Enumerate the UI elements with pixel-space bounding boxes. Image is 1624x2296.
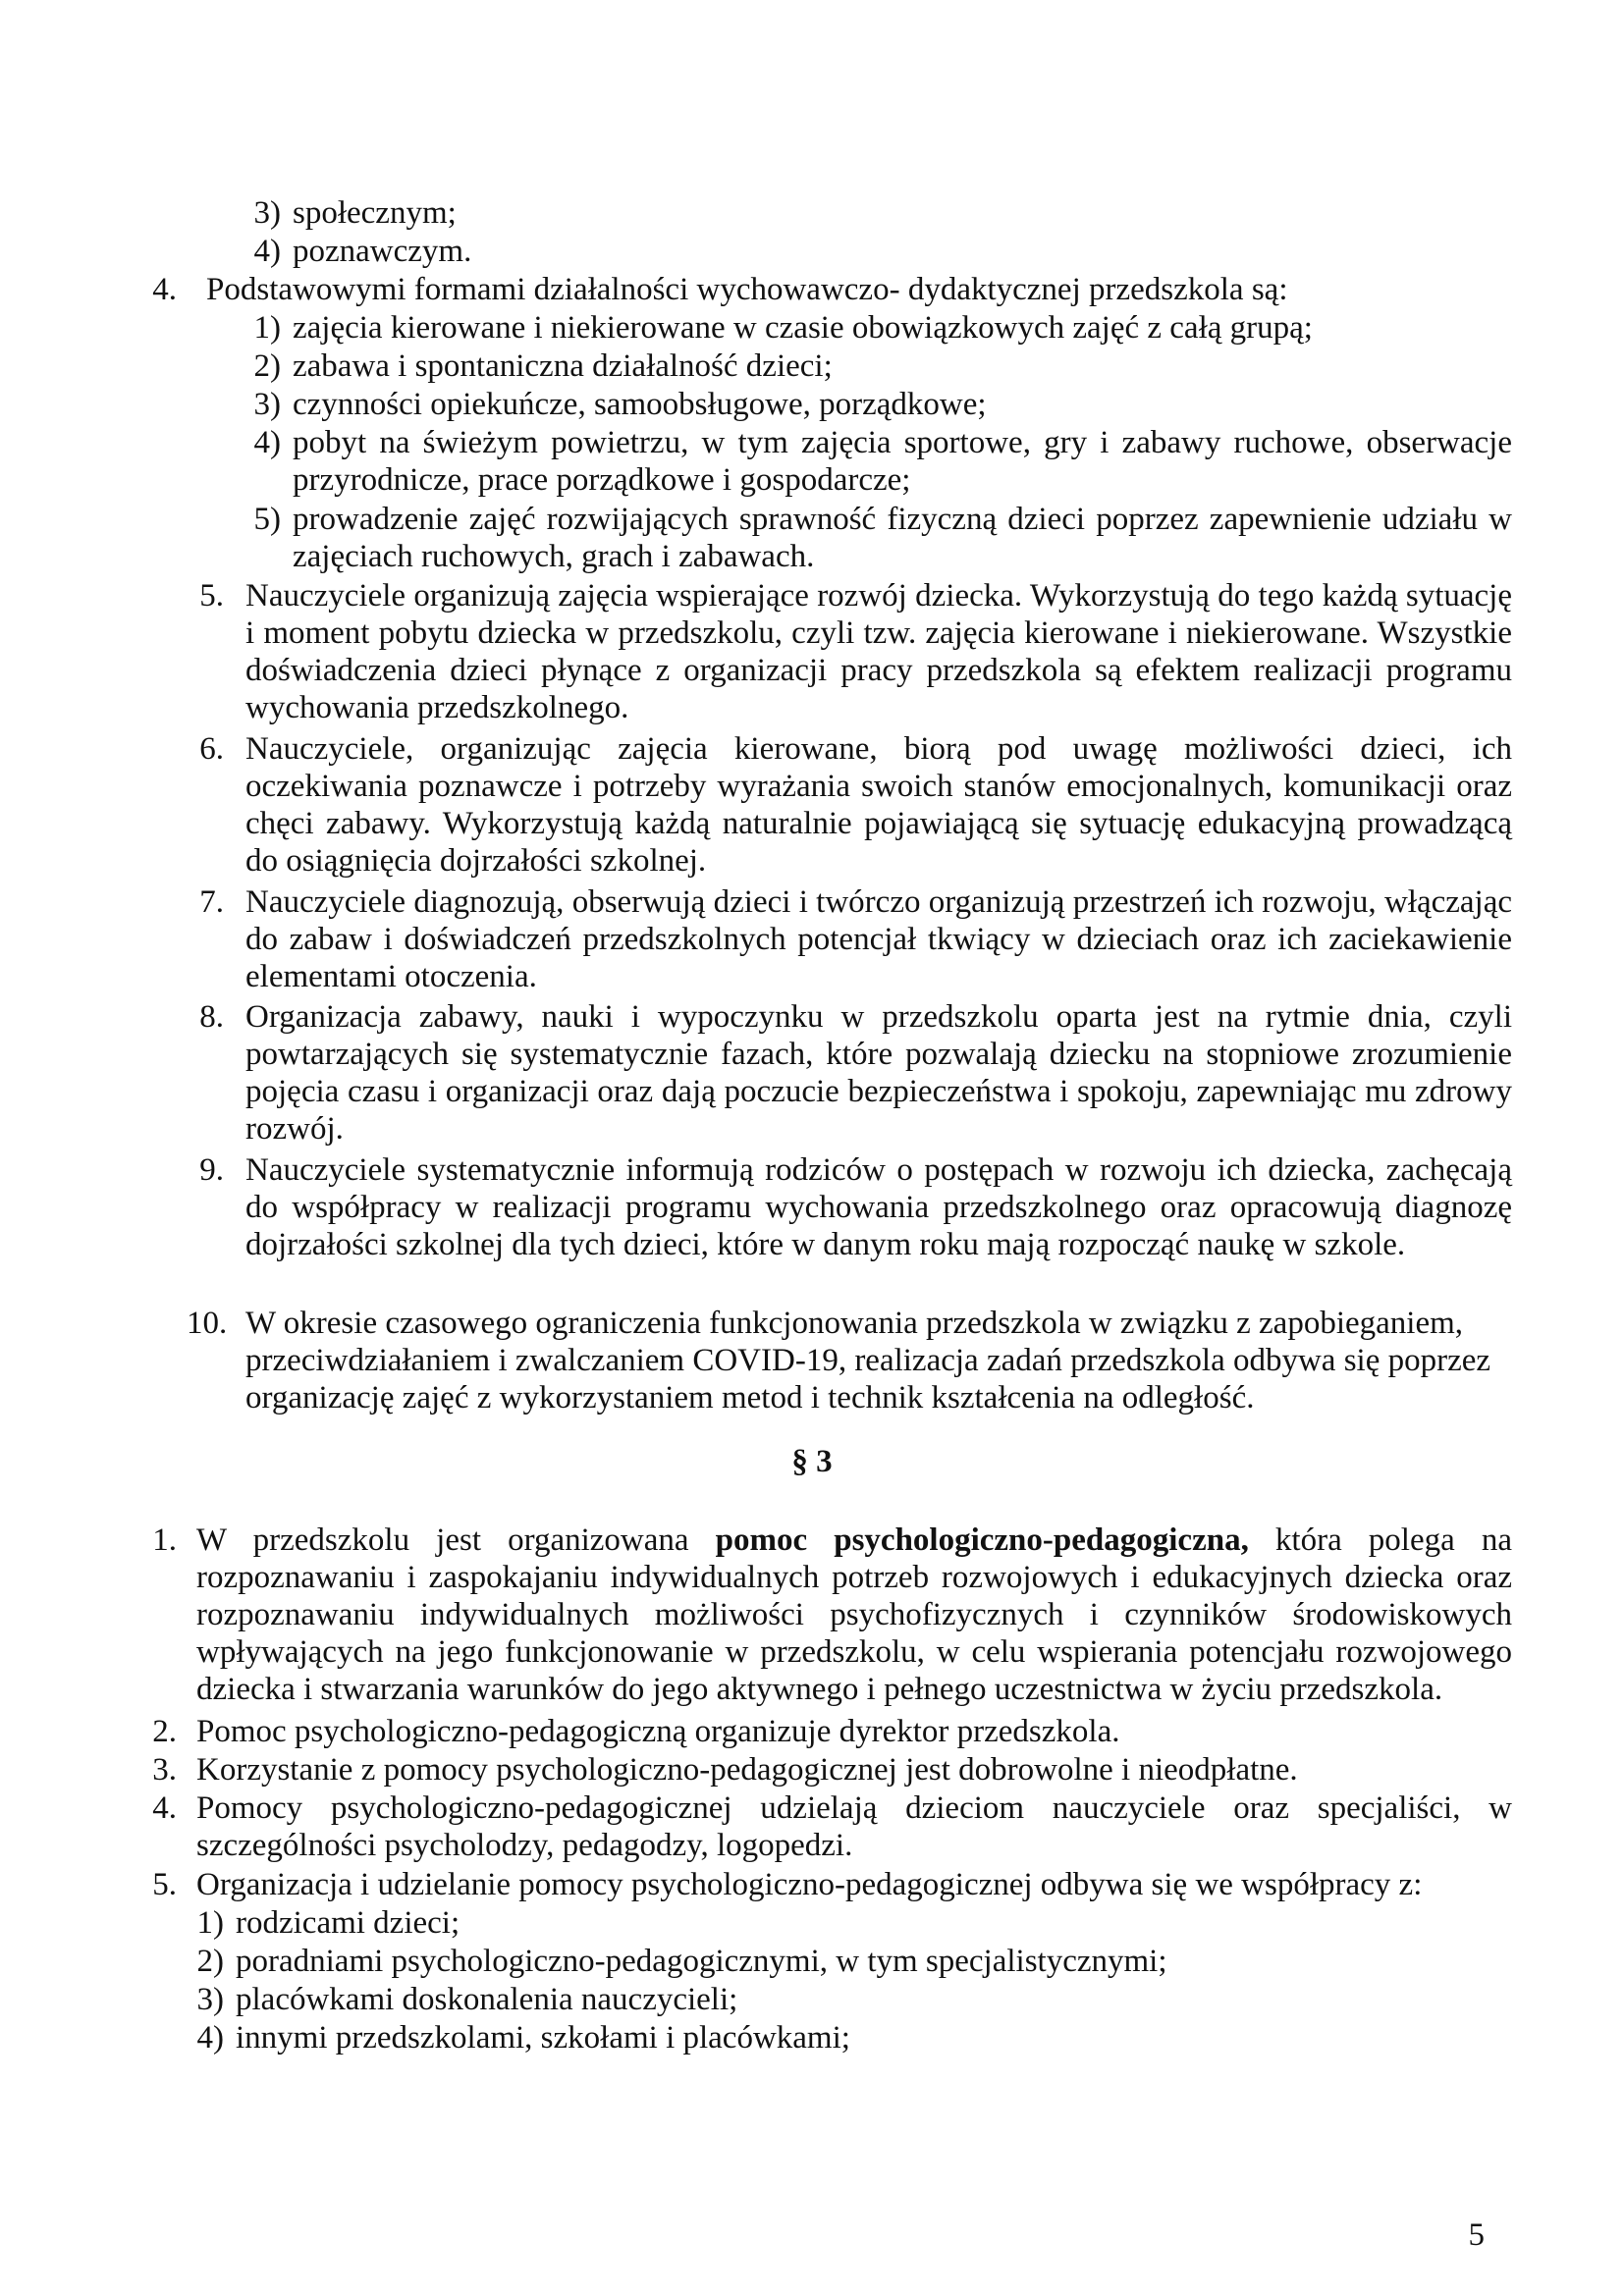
paragraph-number: 4. xyxy=(152,1790,177,1826)
item-number: 4) xyxy=(196,2020,224,2056)
section-title: § 3 xyxy=(791,1444,833,1479)
paragraph-number: 5. xyxy=(199,578,224,614)
paragraph-text xyxy=(177,1522,1512,1708)
item-text: społecznym; xyxy=(293,195,457,231)
paragraph-text-rest: która polega na rozpoznawaniu i zaspokajaniu indywidualnych potrzeb rozwojowych i edukacyjnych dziecka oraz rozpoznawaniu indywidualnych możliwości psychofizycznych i czynników środowiskowych wpływających na jego funkcjonowanie w przedszkolu, w celu wspierania potencjału rozwojowego dziecka i stwarzania warunków do jego aktywnego i pełnego uczestnictwa w życiu przedszkola. xyxy=(196,1522,1512,1707)
paragraph-text: Pomoc psychologiczno-pedagogiczną organizuje dyrektor przedszkola. xyxy=(196,1714,1120,1749)
paragraph-number: 4. xyxy=(152,272,177,307)
item-number: 3) xyxy=(253,387,281,422)
paragraph-text: Nauczyciele systematycznie informują rodziców o postępach w rozwoju ich dziecka, zachęcają do współpracy w realizacji programu wychowania przedszkolnego oraz opracowują diagnozę dojrzałości szkolnej dla tych dzieci, które w danym roku mają rozpocząć naukę w szkole. xyxy=(245,1152,1512,1262)
numbered-paragraph xyxy=(187,883,1512,995)
paragraph-number: 9. xyxy=(199,1152,224,1188)
item-text: poznawczym. xyxy=(293,234,472,269)
paragraph-text: W okresie czasowego ograniczenia funkcjonowania przedszkola w związku z zapobieganiem, przeciwdziałaniem i zwalczaniem COVID-19, realizacja zadań przedszkola odbywa się poprzez organizację zajęć z wykorzystaniem metod i technik kształcenia na odległość. xyxy=(245,1306,1491,1415)
list-item xyxy=(192,1981,1512,2018)
numbered-paragraph xyxy=(147,1789,1512,1864)
paragraph-text: Pomocy psychologiczno-pedagogicznej udzielają dzieciom nauczyciele oraz specjaliści, w szczególności psycholodzy, pedagodzy, logopedzi. xyxy=(196,1790,1512,1863)
list-item xyxy=(192,1943,1512,1980)
paragraph-text: Organizacja zabawy, nauki i wypoczynku w przedszkolu oparta jest na rytmie dnia, czyli powtarzających się systematycznie fazach, które pozwalają dziecku na stopniowe zrozumienie pojęcia czasu i organizacji oraz dają poczucie bezpieczeństwa i spokoju, zapewniając mu zdrowy rozwój. xyxy=(245,999,1512,1147)
item-number: 2) xyxy=(253,348,281,384)
paragraph-text: Organizacja i udzielanie pomocy psychologiczno-pedagogicznej odbywa się we współpracy z: xyxy=(196,1867,1423,1902)
list-item xyxy=(242,386,1512,423)
list-item xyxy=(242,424,1512,499)
numbered-paragraph xyxy=(147,1751,1512,1789)
numbered-paragraph xyxy=(187,1305,1512,1416)
page-number: 5 xyxy=(1468,2217,1485,2253)
item-text: prowadzenie zajęć rozwijających sprawność fizyczną dzieci poprzez zapewnienie udziału w zajęciach ruchowych, grach i zabawach. xyxy=(293,502,1512,574)
emphasized-term: pomoc psychologiczno-pedagogiczna, xyxy=(715,1522,1249,1558)
item-text: poradniami psychologiczno-pedagogicznymi, w tym specjalistycznymi; xyxy=(236,1944,1167,1979)
list-item xyxy=(242,347,1512,385)
list-item xyxy=(242,309,1512,347)
list-item xyxy=(242,501,1512,575)
numbered-paragraph xyxy=(147,1522,1512,1708)
paragraph-number: 7. xyxy=(199,884,224,920)
item-text: innymi przedszkolami, szkołami i placówkami; xyxy=(236,2020,850,2056)
list-item xyxy=(242,194,1512,232)
numbered-paragraph xyxy=(147,1866,1512,1903)
numbered-paragraph xyxy=(147,1713,1512,1750)
numbered-paragraph xyxy=(187,998,1512,1148)
list-item xyxy=(192,1904,1512,1942)
paragraph-number: 10. xyxy=(187,1306,228,1341)
paragraph-number: 6. xyxy=(199,731,224,767)
item-number: 1) xyxy=(196,1905,224,1941)
paragraph-text: Nauczyciele, organizując zajęcia kierowane, biorą pod uwagę możliwości dzieci, ich oczekiwania poznawcze i potrzeby wyrażania swoich stanów emocjonalnych, komunikacji oraz chęci zabawy. Wykorzystują każdą naturalnie pojawiającą się sytuację edukacyjną prowadzącą do osiągnięcia dojrzałości szkolnej. xyxy=(245,731,1512,879)
item-text: zabawa i spontaniczna działalność dzieci; xyxy=(293,348,833,384)
item-number: 3) xyxy=(196,1982,224,2017)
item-number: 2) xyxy=(196,1944,224,1979)
numbered-paragraph xyxy=(147,271,1512,308)
list-item xyxy=(242,233,1512,270)
item-text: rodzicami dzieci; xyxy=(236,1905,460,1941)
item-number: 4) xyxy=(253,234,281,269)
paragraph-text-intro: W przedszkolu jest organizowana xyxy=(196,1522,716,1558)
paragraph-number: 8. xyxy=(199,999,224,1035)
item-number: 4) xyxy=(253,425,281,460)
item-text: pobyt na świeżym powietrzu, w tym zajęcia sportowe, gry i zabawy ruchowe, obserwacje przyrodnicze, prace porządkowe i gospodarcze; xyxy=(293,425,1512,498)
paragraph-number: 3. xyxy=(152,1752,177,1788)
item-text: czynności opiekuńcze, samoobsługowe, porządkowe; xyxy=(293,387,987,422)
paragraph-text: Nauczyciele diagnozują, obserwują dzieci i twórczo organizują przestrzeń ich rozwoju, włączając do zabaw i doświadczeń przedszkolnych potencjał tkwiący w dzieciach oraz ich zaciekawienie elementami otoczenia. xyxy=(245,884,1512,994)
paragraph-number: 2. xyxy=(152,1714,177,1749)
numbered-paragraph xyxy=(187,1151,1512,1263)
numbered-paragraph xyxy=(187,730,1512,880)
item-number: 3) xyxy=(253,195,281,231)
paragraph-number: 1. xyxy=(152,1522,177,1558)
item-text: placówkami doskonalenia nauczycieli; xyxy=(236,1982,738,2017)
paragraph-text: Korzystanie z pomocy psychologiczno-pedagogicznej jest dobrowolne i nieodpłatne. xyxy=(196,1752,1298,1788)
item-text: zajęcia kierowane i niekierowane w czasie obowiązkowych zajęć z całą grupą; xyxy=(293,310,1313,346)
paragraph-number: 5. xyxy=(152,1867,177,1902)
numbered-paragraph xyxy=(187,577,1512,726)
paragraph-text: Podstawowymi formami działalności wychowawczo- dydaktycznej przedszkola są: xyxy=(206,272,1288,307)
item-number: 1) xyxy=(253,310,281,346)
paragraph-text: Nauczyciele organizują zajęcia wspierające rozwój dziecka. Wykorzystują do tego każdą sytuację i moment pobytu dziecka w przedszkolu, czyli tzw. zajęcia kierowane i niekierowane. Wszystkie doświadczenia dzieci płynące z organizacji pracy przedszkola są efektem realizacji programu wychowania przedszkolnego. xyxy=(245,578,1512,725)
item-number: 5) xyxy=(253,502,281,537)
list-item xyxy=(192,2019,1512,2056)
